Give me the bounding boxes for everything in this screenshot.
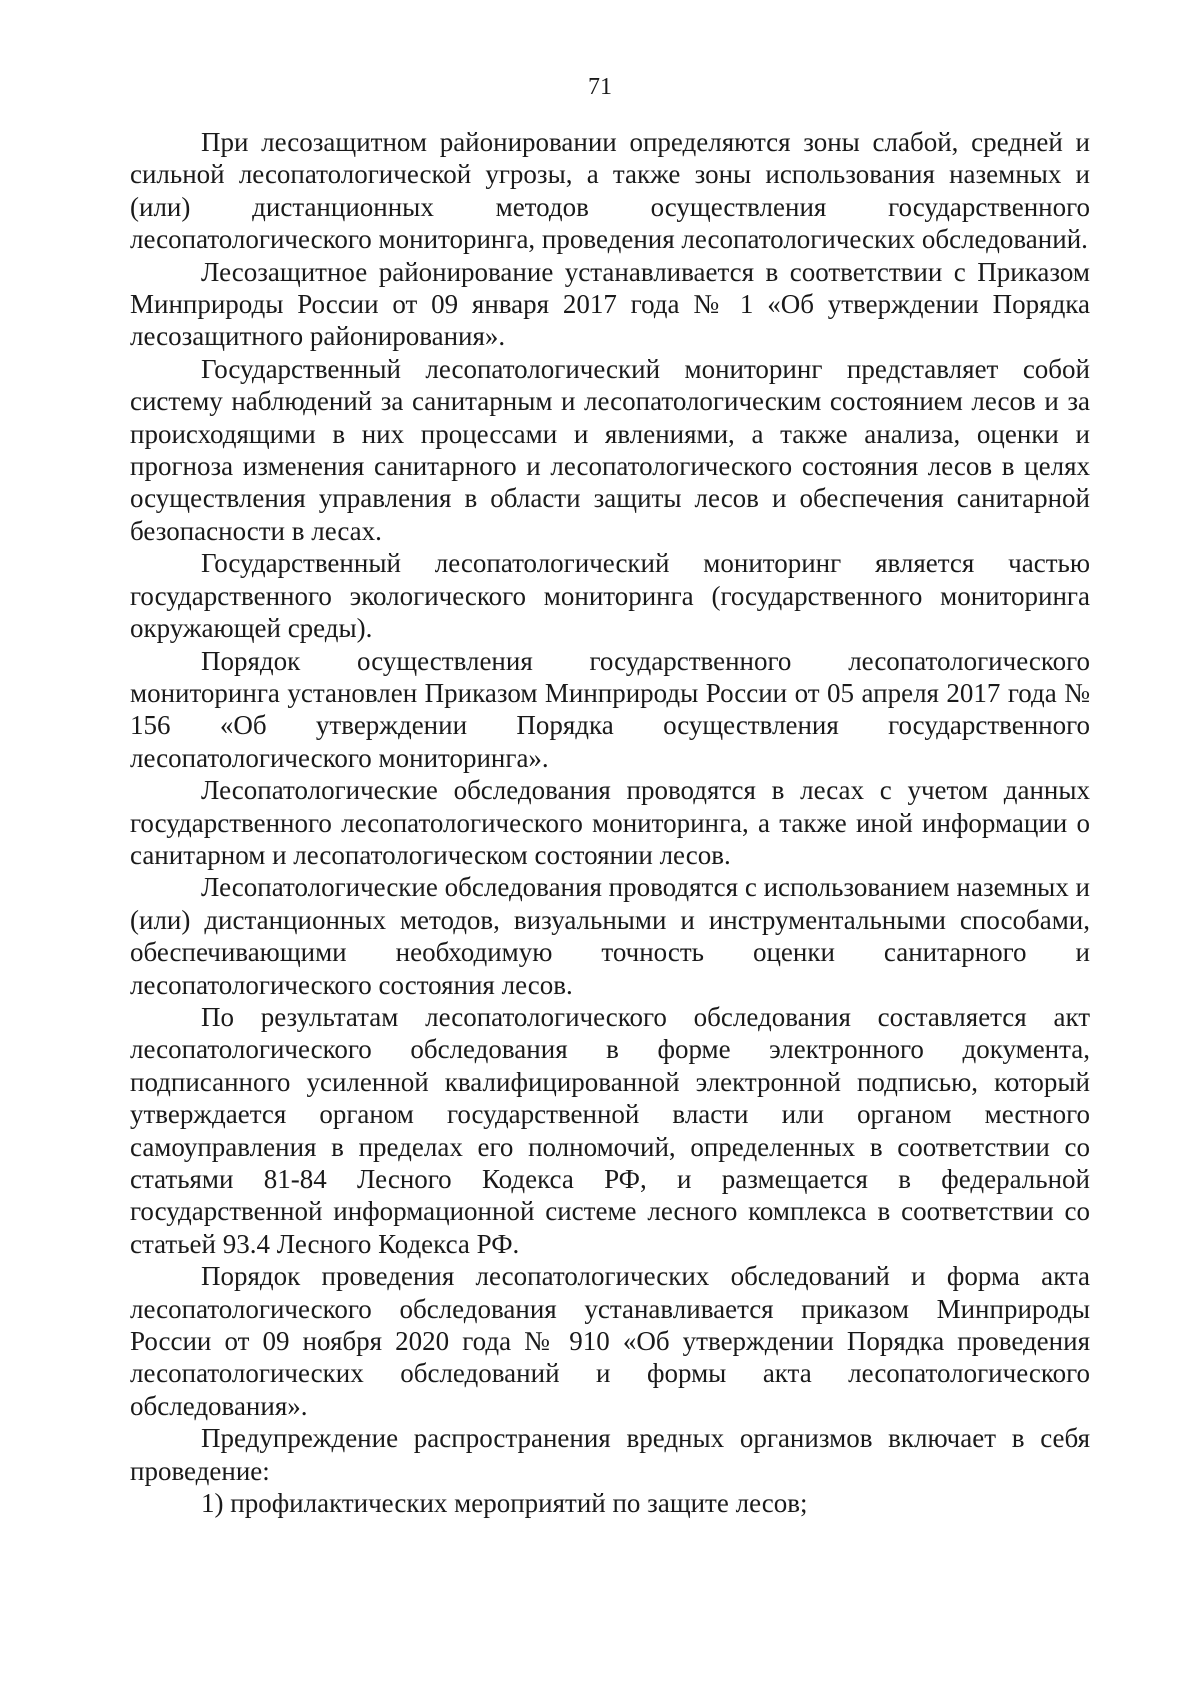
paragraph-monitoring-order: Порядок осуществления государственного лесопатологического мониторинга установлен Приказом Минприроды России от 05 апреля 2017 года № 156 «Об утверждении Порядка осуществления государственного лесопатологического мониторинга». bbox=[130, 645, 1090, 773]
paragraph-monitoring-definition: Государственный лесопатологический мониторинг представляет собой систему наблюдений за санитарным и лесопатологическим состоянием лесов и за происходящими в них процессами и явлениями, а также анализа, оценки и прогноза изменения санитарного и лесопатологического состояния лесов в целях осуществления управления в области защиты лесов и обеспечения санитарной безопасности в лесах. bbox=[130, 353, 1090, 546]
paragraph-surveys-methods: Лесопатологические обследования проводятся с использованием наземных и (или) дистанционных методов, визуальными и инструментальными способами, обеспечивающими необходимую точность оценки санитарного и лесопатологического состояния лесов. bbox=[130, 872, 1090, 1000]
list-item-preventive-measures: 1) профилактических мероприятий по защите лесов; bbox=[201, 1488, 808, 1519]
paragraph-forest-protection-zoning: При лесозащитном районировании определяются зоны слабой, средней и сильной лесопатологической угрозы, а также зоны использования наземных и (или) дистанционных методов осуществления государственного лесопатологического мониторинга, проведения лесопатологических обследований. bbox=[130, 127, 1090, 255]
paragraph-pest-prevention: Предупреждение распространения вредных организмов включает в себя проведение: bbox=[130, 1423, 1090, 1486]
page-number: 71 bbox=[588, 74, 612, 100]
paragraph-survey-act: По результатам лесопатологического обследования составляется акт лесопатологического обследования в форме электронного документа, подписанного усиленной квалифицированной электронной подписью, который утверждается органом государственной власти или органом местного самоуправления в пределах его полномочий, определенных в соответствии со статьями 81-84 Лесного Кодекса РФ, и размещается в федеральной государственной информационной системе лесного комплекса в соответствии со статьей 93.4 Лесного Кодекса РФ. bbox=[130, 1001, 1090, 1259]
paragraph-monitoring-part-of-ecological: Государственный лесопатологический мониторинг является частью государственного экологического мониторинга (государственного мониторинга окружающей среды). bbox=[130, 548, 1090, 644]
document-body bbox=[130, 126, 1090, 1519]
paragraph-surveys-data: Лесопатологические обследования проводятся в лесах с учетом данных государственного лесопатологического мониторинга, а также иной информации о санитарном и лесопатологическом состоянии лесов. bbox=[130, 775, 1090, 870]
paragraph-zoning-order: Лесозащитное районирование устанавливается в соответствии с Приказом Минприроды России от 09 января 2017 года № 1 «Об утверждении Порядка лесозащитного районирования». bbox=[130, 256, 1090, 352]
paragraph-survey-order: Порядок проведения лесопатологических обследований и форма акта лесопатологического обследования устанавливается приказом Минприроды России от 09 ноября 2020 года № 910 «Об утверждении Порядка проведения лесопатологических обследований и формы акта лесопатологического обследования». bbox=[130, 1261, 1090, 1421]
